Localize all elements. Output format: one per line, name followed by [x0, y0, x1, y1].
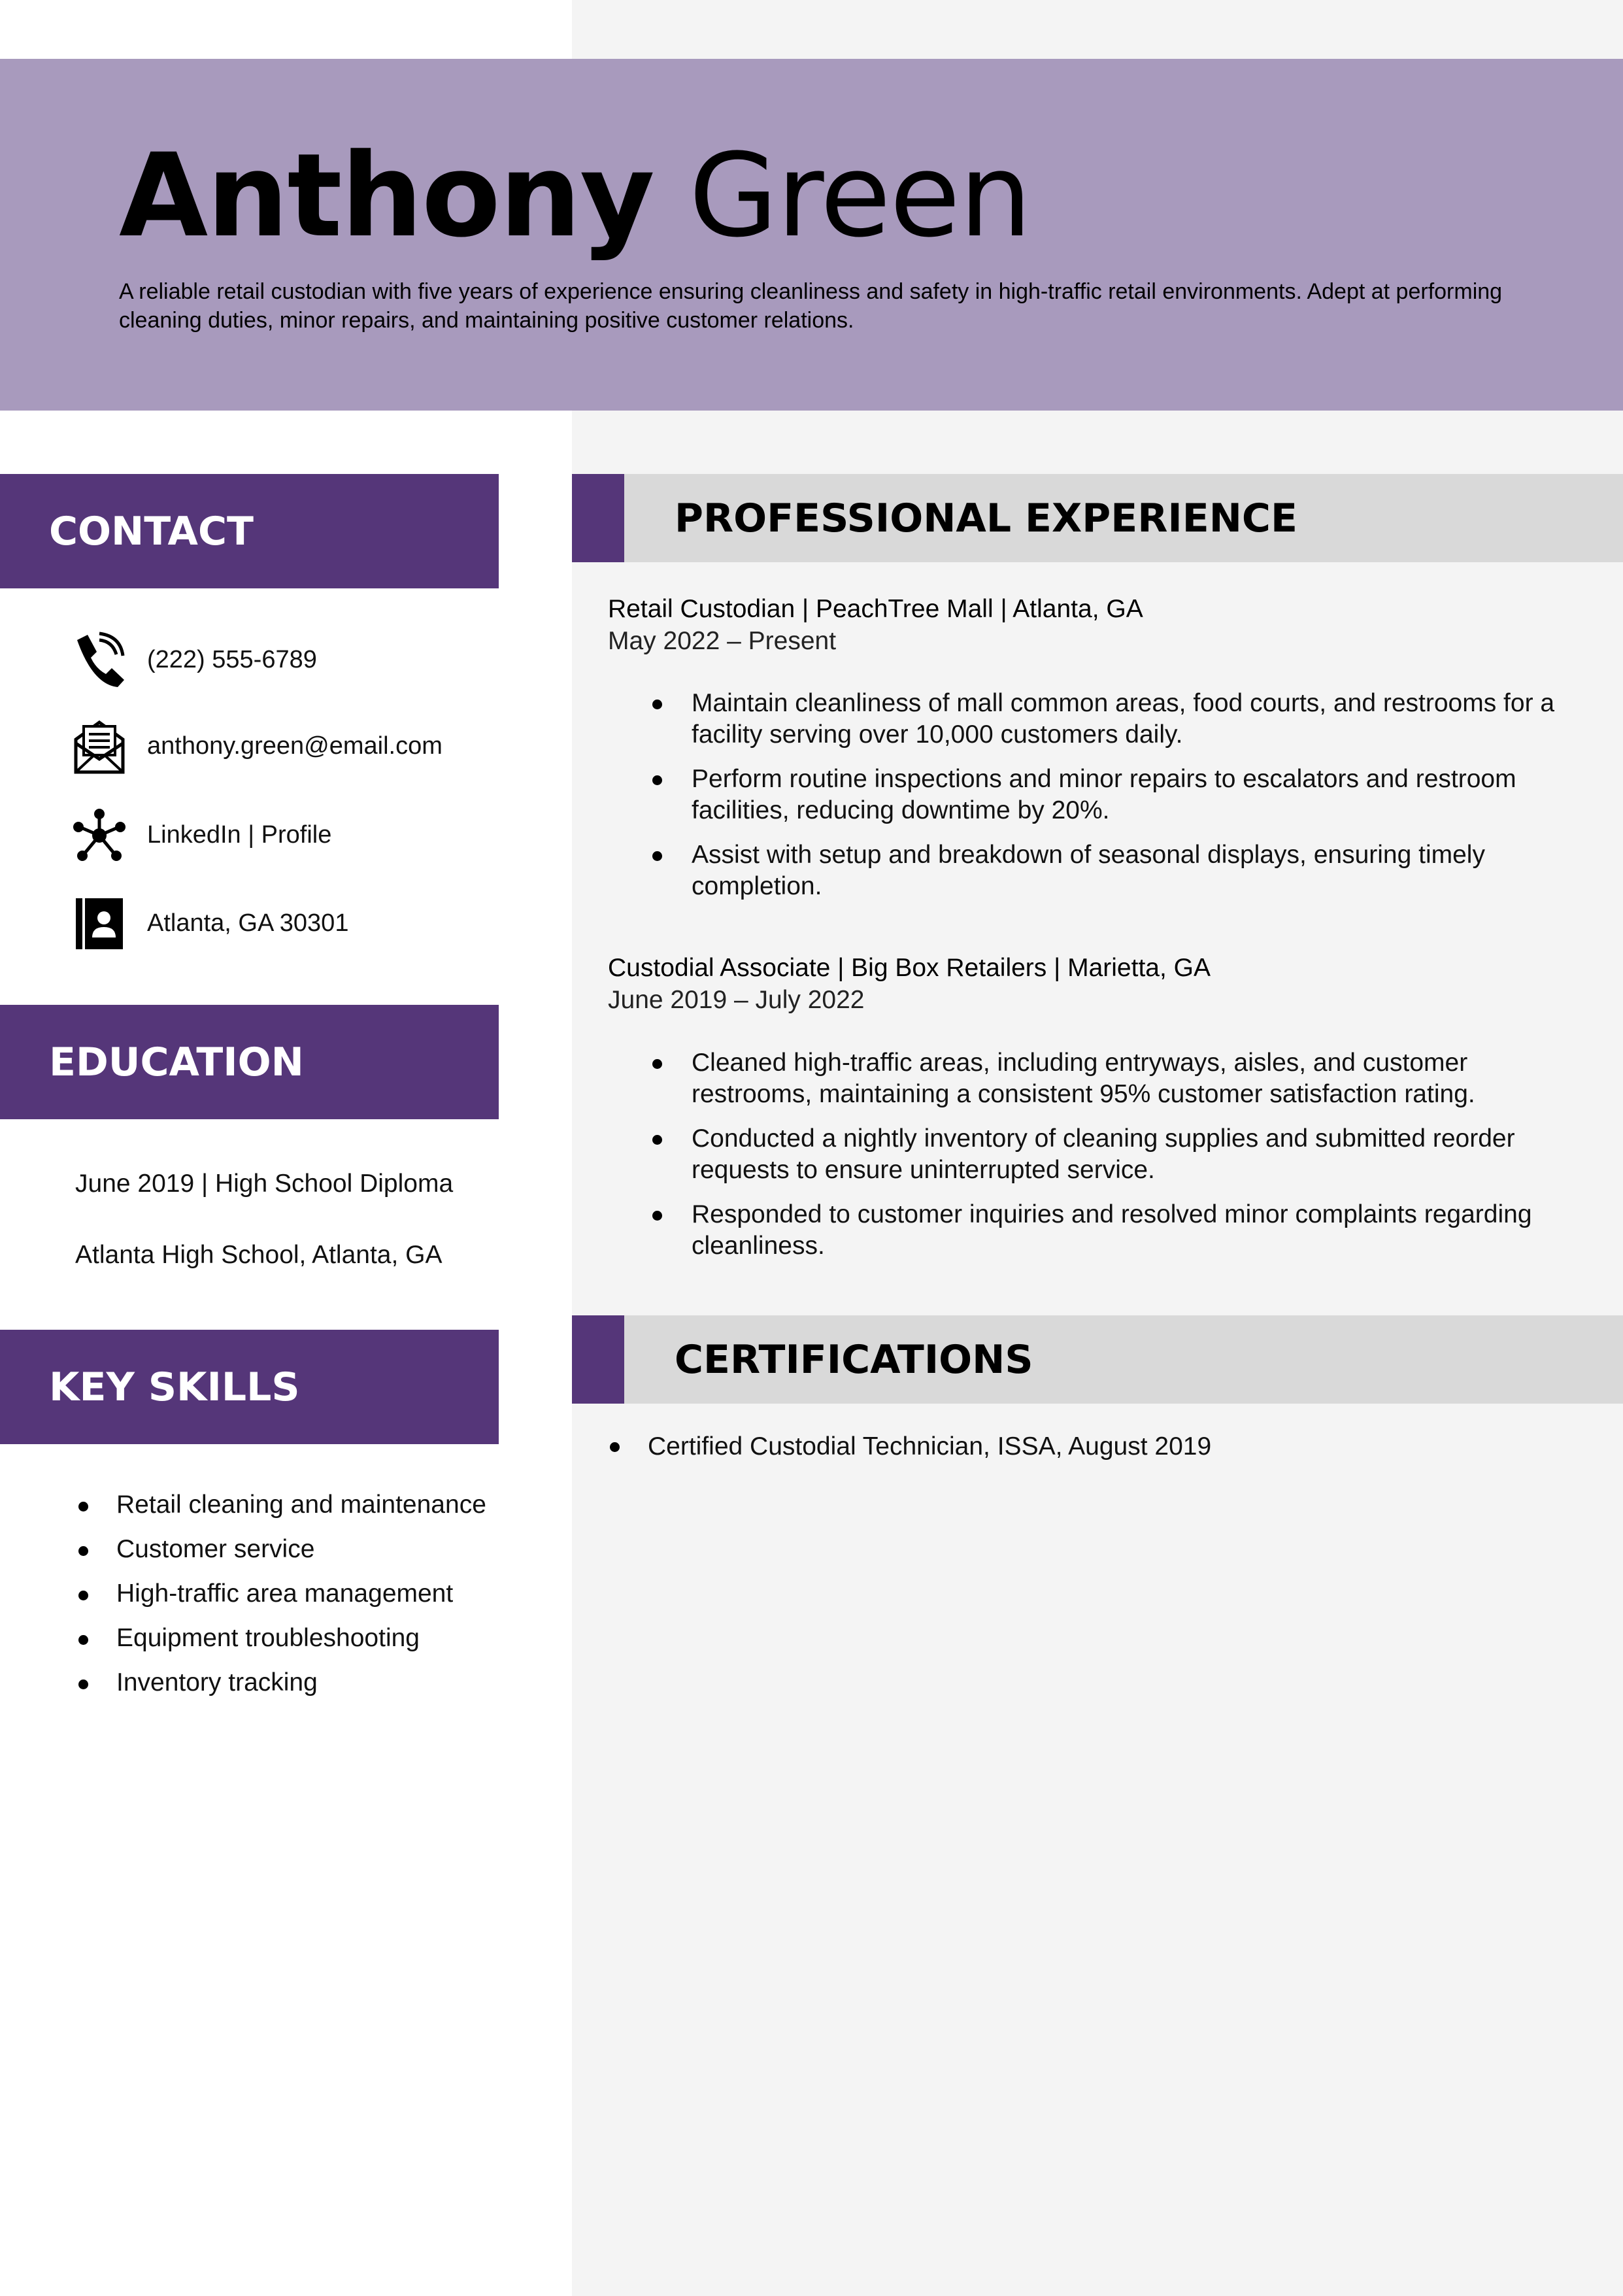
contact-linkedin [73, 806, 518, 865]
job-dates: May 2022 – Present [608, 627, 837, 655]
list-item: Conducted a nightly inventory of cleaning supplies and submitted reorder requests to ensure uninterrupted service. [650, 1123, 1592, 1186]
network-icon [73, 806, 125, 865]
list-item: Inventory tracking [75, 1667, 533, 1698]
contact-email [73, 717, 518, 776]
list-item: Cleaned high-traffic areas, including entryways, aisles, and customer restrooms, maintaining a consistent 95% customer satisfaction rating. [650, 1047, 1592, 1110]
list-item: High-traffic area management [75, 1578, 533, 1610]
experience-heading: PROFESSIONAL EXPERIENCE [675, 496, 1297, 541]
skills-heading: KEY SKILLS [49, 1364, 300, 1410]
phone-icon [73, 631, 125, 690]
email-icon [73, 717, 125, 776]
email-address[interactable]: anthony.green@email.com [147, 732, 443, 760]
job-title: Retail Custodian | PeachTree Mall | Atlanta, GA [608, 595, 1143, 623]
list-item: Responded to customer inquiries and resolved minor complaints regarding cleanliness. [650, 1199, 1592, 1262]
contact-heading: CONTACT [49, 509, 254, 554]
contact-location [73, 894, 518, 953]
address-book-icon [73, 894, 125, 953]
skills-list [75, 1489, 533, 1712]
list-item: Equipment troubleshooting [75, 1623, 533, 1654]
list-item: Customer service [75, 1534, 533, 1565]
experience-heading-bar [572, 474, 1623, 562]
list-item: Certified Custodial Technician, ISSA, August 2019 [608, 1430, 1588, 1463]
heading-accent [572, 1315, 624, 1404]
skills-heading-bar [0, 1330, 499, 1444]
linkedin-profile-link[interactable]: LinkedIn | Profile [147, 821, 332, 849]
job-bullets [650, 688, 1592, 915]
certifications-heading-bar [572, 1315, 1623, 1404]
contact-phone [73, 631, 518, 690]
list-item: Retail cleaning and maintenance [75, 1489, 533, 1521]
certifications-list [608, 1430, 1588, 1463]
education-heading: EDUCATION [49, 1039, 304, 1085]
job-bullets [650, 1047, 1592, 1275]
location: Atlanta, GA 30301 [147, 909, 349, 937]
candidate-name [119, 121, 1031, 271]
education-school: Atlanta High School, Atlanta, GA [75, 1241, 443, 1269]
professional-summary: A reliable retail custodian with five years of experience ensuring cleanliness and safety in high-traffic retail environments. Adept at performing cleaning duties, minor repairs, and maintaining positive customer relations. [119, 279, 1503, 333]
job-dates: June 2019 – July 2022 [608, 986, 865, 1014]
list-item: Assist with setup and breakdown of seasonal displays, ensuring timely completion. [650, 839, 1592, 902]
job-title: Custodial Associate | Big Box Retailers | Marietta, GA [608, 954, 1211, 982]
heading-accent [572, 474, 624, 562]
certifications-heading: CERTIFICATIONS [675, 1337, 1033, 1383]
education-heading-bar [0, 1005, 499, 1119]
contact-heading-bar [0, 474, 499, 588]
phone-number[interactable]: (222) 555-6789 [147, 646, 317, 673]
education-degree: June 2019 | High School Diploma [75, 1170, 454, 1198]
list-item: Perform routine inspections and minor repairs to escalators and restroom facilities, reducing downtime by 20%. [650, 764, 1592, 826]
first-name: Anthony [119, 129, 654, 263]
list-item: Maintain cleanliness of mall common areas, food courts, and restrooms for a facility serving over 10,000 customers daily. [650, 688, 1592, 751]
last-name: Green [688, 129, 1031, 263]
